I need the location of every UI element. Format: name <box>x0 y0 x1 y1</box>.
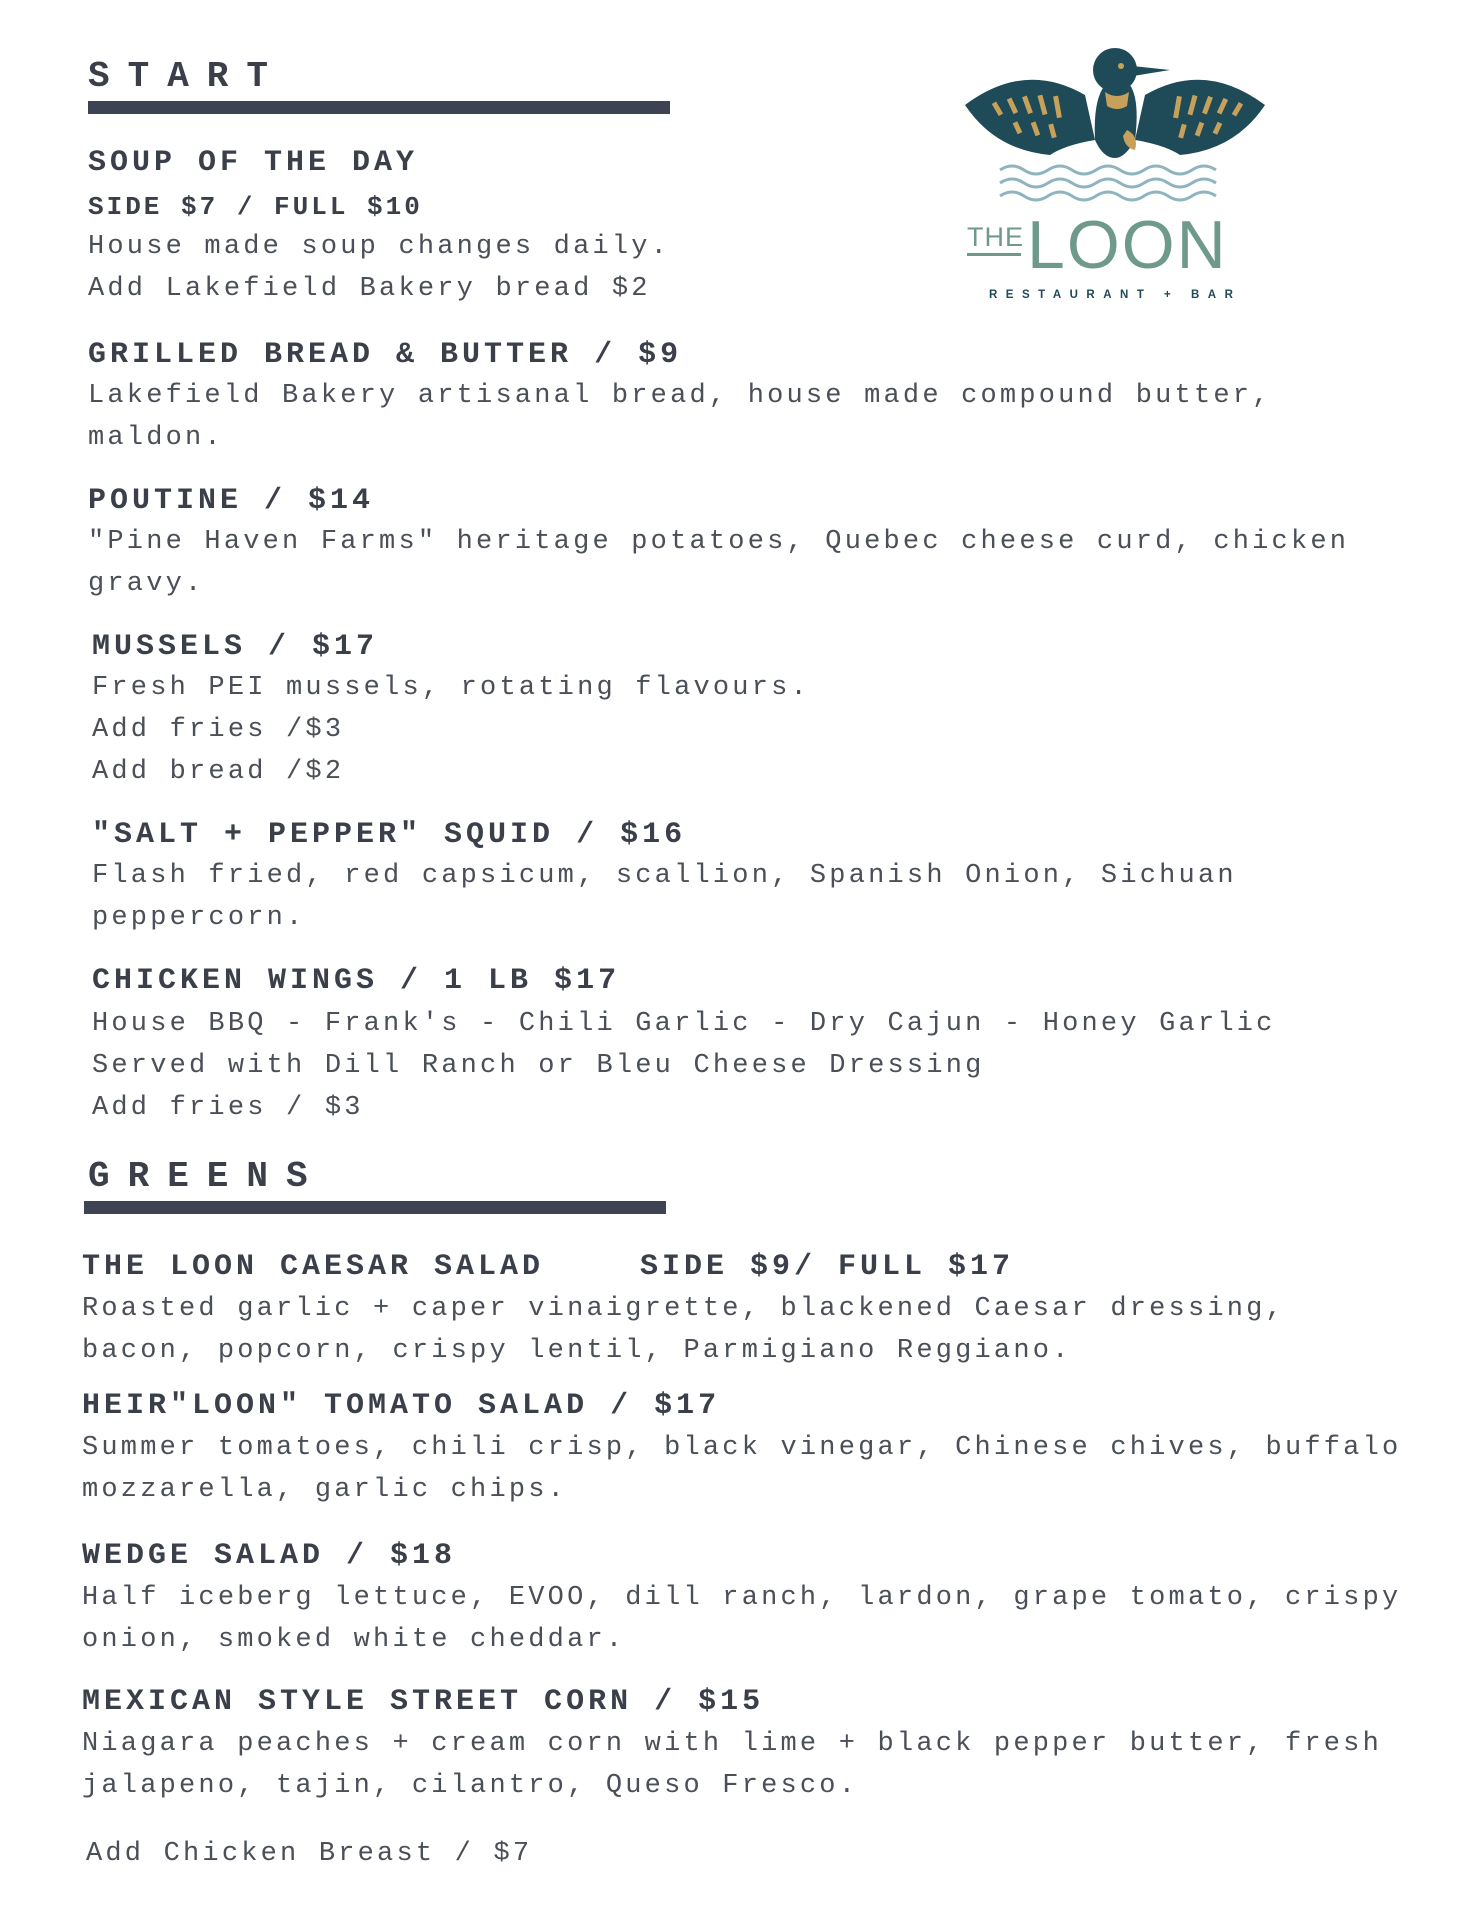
add-chicken-note: Add Chicken Breast / $7 <box>86 1839 533 1869</box>
section-rule-greens <box>84 1201 666 1214</box>
item-price-caesar: SIDE $9/ FULL $17 <box>640 1250 1015 1284</box>
section-title-start: START <box>88 56 287 97</box>
loon-logo <box>955 40 1285 310</box>
item-desc-line: Niagara peaches + cream corn with lime + black pepper butter, fresh <box>82 1729 1382 1759</box>
item-desc-line: Flash fried, red capsicum, scallion, Spanish Onion, Sichuan <box>92 861 1237 891</box>
item-desc-line: Served with Dill Ranch or Bleu Cheese Dressing <box>92 1051 985 1081</box>
item-name-tomato-salad: HEIR"LOON" TOMATO SALAD / $17 <box>82 1389 721 1423</box>
item-desc-line: Add fries /$3 <box>92 715 345 745</box>
item-desc-line: maldon. <box>88 423 224 453</box>
item-desc-line: mozzarella, garlic chips. <box>82 1475 568 1505</box>
section-rule-start <box>88 101 670 114</box>
item-desc-line: Add fries / $3 <box>92 1093 364 1123</box>
item-desc-line: peppercorn. <box>92 903 306 933</box>
item-name-wedge-salad: WEDGE SALAD / $18 <box>82 1539 457 1573</box>
item-name-wings: CHICKEN WINGS / 1 LB $17 <box>92 964 621 998</box>
section-title-greens: GREENS <box>88 1156 326 1197</box>
item-desc-line: Roasted garlic + caper vinaigrette, blackened Caesar dressing, <box>82 1294 1285 1324</box>
loon-bird-icon <box>965 48 1265 158</box>
item-desc-line: Half iceberg lettuce, EVOO, dill ranch, lardon, grape tomato, crispy <box>82 1583 1402 1613</box>
wave-icon <box>1000 166 1216 200</box>
item-price-soup: SIDE $7 / FULL $10 <box>88 192 423 222</box>
item-desc-line: House BBQ - Frank's - Chili Garlic - Dry Cajun - Honey Garlic <box>92 1009 1276 1039</box>
logo-loon-text: LOON <box>1027 207 1228 283</box>
item-desc-line: Lakefield Bakery artisanal bread, house made compound butter, <box>88 381 1272 411</box>
item-desc-line: onion, smoked white cheddar. <box>82 1625 626 1655</box>
item-name-poutine: POUTINE / $14 <box>88 484 375 518</box>
item-name-caesar: THE LOON CAESAR SALAD <box>82 1250 545 1284</box>
item-desc-line: Add bread /$2 <box>92 757 345 787</box>
item-name-grilled-bread: GRILLED BREAD & BUTTER / $9 <box>88 338 683 372</box>
item-desc-line: Summer tomatoes, chili crisp, black vinegar, Chinese chives, buffalo <box>82 1433 1402 1463</box>
item-desc-line: Add Lakefield Bakery bread $2 <box>88 274 651 304</box>
item-desc-line: "Pine Haven Farms" heritage potatoes, Quebec cheese curd, chicken <box>88 527 1350 557</box>
item-desc-line: jalapeno, tajin, cilantro, Queso Fresco. <box>82 1771 859 1801</box>
item-name-squid: "SALT + PEPPER" SQUID / $16 <box>92 818 687 852</box>
item-desc-line: bacon, popcorn, crispy lentil, Parmigiano Reggiano. <box>82 1336 1072 1366</box>
item-desc-line: House made soup changes daily. <box>88 232 671 262</box>
item-name-mussels: MUSSELS / $17 <box>92 630 379 664</box>
item-desc-line: gravy. <box>88 569 205 599</box>
item-name-street-corn: MEXICAN STYLE STREET CORN / $15 <box>82 1685 765 1719</box>
item-name-soup: SOUP OF THE DAY <box>88 146 419 180</box>
logo-tagline: RESTAURANT + BAR <box>989 289 1242 301</box>
item-desc-line: Fresh PEI mussels, rotating flavours. <box>92 673 810 703</box>
logo-the-text: THE <box>967 222 1024 252</box>
